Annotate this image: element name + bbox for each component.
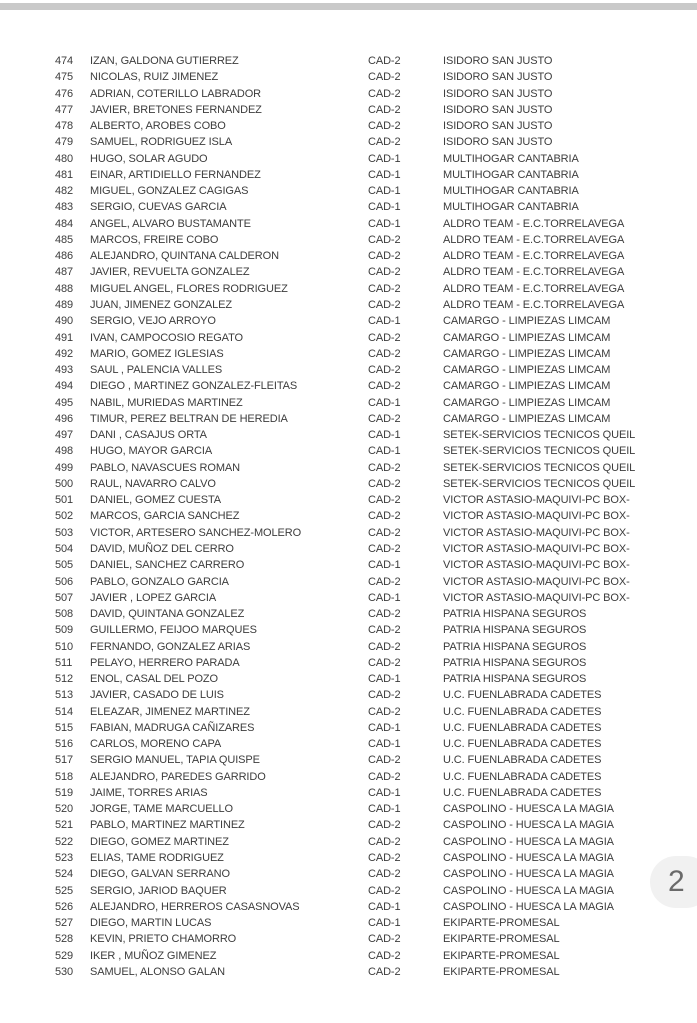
row-name: DAVID, MUÑOZ DEL CERRO (90, 542, 234, 555)
row-name: JORGE, TAME MARCUELLO (90, 803, 233, 816)
row-category: CAD-2 (368, 412, 401, 425)
row-name: DANIEL, SANCHEZ CARRERO (90, 559, 245, 572)
row-category: CAD-2 (368, 542, 401, 555)
row-team: SETEK-SERVICIOS TECNICOS QUEIL (443, 445, 636, 458)
row-team: U.C. FUENLABRADA CADETES (443, 705, 602, 718)
row-name: HUGO, MAYOR GARCIA (90, 445, 213, 458)
row-number: 529 (55, 949, 74, 962)
row-number: 512 (55, 673, 74, 686)
table-row (0, 687, 697, 703)
row-category: CAD-2 (368, 526, 401, 539)
row-name: ALEJANDRO, PAREDES GARRIDO (90, 770, 266, 783)
row-number: 520 (55, 803, 74, 816)
row-name: SERGIO MANUEL, TAPIA QUISPE (90, 754, 260, 767)
row-name: DANIEL, GOMEZ CUESTA (90, 494, 222, 507)
row-team: U.C. FUENLABRADA CADETES (443, 770, 602, 783)
row-number: 514 (55, 705, 74, 718)
row-category: CAD-2 (368, 103, 401, 116)
row-team: MULTIHOGAR CANTABRIA (443, 201, 579, 214)
table-row (0, 557, 697, 573)
row-team: U.C. FUENLABRADA CADETES (443, 689, 602, 702)
row-team: CAMARGO - LIMPIEZAS LIMCAM (443, 315, 611, 328)
row-category: CAD-1 (368, 315, 401, 328)
row-name: JAVIER, CASADO DE LUIS (90, 689, 224, 702)
table-row (0, 639, 697, 655)
table-row (0, 216, 697, 232)
row-team: PATRIA HISPANA SEGUROS (443, 656, 587, 669)
row-team: MULTIHOGAR CANTABRIA (443, 152, 579, 165)
row-name: ELEAZAR, JIMENEZ MARTINEZ (90, 705, 250, 718)
row-name: ADRIAN, COTERILLO LABRADOR (90, 87, 261, 100)
table-row (0, 492, 697, 508)
row-category: CAD-2 (368, 55, 401, 67)
row-number: 496 (55, 412, 74, 425)
row-team: PATRIA HISPANA SEGUROS (443, 624, 587, 637)
row-name: PABLO, NAVASCUES ROMAN (90, 461, 241, 474)
row-name: KEVIN, PRIETO CHAMORRO (90, 933, 237, 946)
row-name: ALEJANDRO, HERREROS CASASNOVAS (90, 900, 300, 913)
row-category: CAD-2 (368, 754, 401, 767)
table-row (0, 736, 697, 752)
row-team: U.C. FUENLABRADA CADETES (443, 738, 602, 751)
row-number: 475 (55, 71, 74, 84)
row-team: PATRIA HISPANA SEGUROS (443, 673, 587, 686)
row-team: CASPOLINO - HUESCA LA MAGIA (443, 900, 614, 913)
row-number: 508 (55, 608, 74, 621)
row-team: U.C. FUENLABRADA CADETES (443, 721, 602, 734)
row-team: VICTOR ASTASIO-MAQUIVI-PC BOX- (443, 510, 630, 523)
row-number: 479 (55, 136, 74, 149)
table-row (0, 102, 697, 118)
row-number: 507 (55, 591, 74, 604)
row-category: CAD-1 (368, 185, 401, 198)
row-name: MIGUEL ANGEL, FLORES RODRIGUEZ (90, 282, 288, 295)
row-category: CAD-2 (368, 477, 401, 490)
row-name: DIEGO , MARTINEZ GONZALEZ-FLEITAS (90, 380, 298, 393)
row-name: DIEGO, GALVAN SERRANO (90, 868, 230, 881)
table-row (0, 281, 697, 297)
row-number: 493 (55, 364, 74, 377)
table-row (0, 346, 697, 362)
table-row (0, 411, 697, 427)
row-number: 478 (55, 120, 74, 133)
row-number: 526 (55, 900, 74, 913)
row-category: CAD-2 (368, 266, 401, 279)
table-row (0, 151, 697, 167)
table-row (0, 671, 697, 687)
table-row (0, 248, 697, 264)
row-category: CAD-2 (368, 347, 401, 360)
table-row (0, 53, 697, 69)
row-number: 522 (55, 835, 74, 848)
table-row (0, 606, 697, 622)
row-category: CAD-2 (368, 705, 401, 718)
row-team: ALDRO TEAM - E.C.TORRELAVEGA (443, 217, 625, 230)
row-category: CAD-2 (368, 233, 401, 246)
row-category: CAD-2 (368, 364, 401, 377)
row-team: SETEK-SERVICIOS TECNICOS QUEIL (443, 477, 636, 490)
table-row (0, 443, 697, 459)
row-category: CAD-1 (368, 803, 401, 816)
row-category: CAD-2 (368, 965, 401, 978)
table-row (0, 801, 697, 817)
row-number: 519 (55, 786, 74, 799)
row-category: CAD-1 (368, 429, 401, 442)
row-team: CAMARGO - LIMPIEZAS LIMCAM (443, 364, 611, 377)
row-name: IVAN, CAMPOCOSIO REGATO (90, 331, 243, 344)
row-team: CASPOLINO - HUESCA LA MAGIA (443, 852, 614, 865)
row-name: ELIAS, TAME RODRIGUEZ (90, 852, 224, 865)
row-name: ANGEL, ALVARO BUSTAMANTE (90, 217, 251, 230)
row-category: CAD-1 (368, 396, 401, 409)
row-name: JUAN, JIMENEZ GONZALEZ (90, 298, 233, 311)
row-number: 510 (55, 640, 74, 653)
row-category: CAD-1 (368, 591, 401, 604)
row-team: ISIDORO SAN JUSTO (443, 55, 553, 67)
row-category: CAD-2 (368, 282, 401, 295)
row-name: SAMUEL, ALONSO GALAN (90, 965, 225, 978)
table-row (0, 574, 697, 590)
roster-list (0, 53, 697, 980)
row-team: CASPOLINO - HUESCA LA MAGIA (443, 803, 614, 816)
row-team: CAMARGO - LIMPIEZAS LIMCAM (443, 380, 611, 393)
row-name: EINAR, ARTIDIELLO FERNANDEZ (90, 168, 261, 181)
row-name: SAUL , PALENCIA VALLES (90, 364, 223, 377)
row-name: MARCOS, FREIRE COBO (90, 233, 219, 246)
table-row (0, 769, 697, 785)
row-category: CAD-2 (368, 624, 401, 637)
row-name: PELAYO, HERRERO PARADA (90, 656, 240, 669)
table-row (0, 850, 697, 866)
row-team: ALDRO TEAM - E.C.TORRELAVEGA (443, 233, 625, 246)
row-number: 484 (55, 217, 74, 230)
row-number: 516 (55, 738, 74, 751)
table-row (0, 834, 697, 850)
row-number: 488 (55, 282, 74, 295)
row-category: CAD-2 (368, 380, 401, 393)
table-row (0, 785, 697, 801)
table-row (0, 915, 697, 931)
row-team: EKIPARTE-PROMESAL (443, 949, 560, 962)
row-category: CAD-2 (368, 770, 401, 783)
row-category: CAD-2 (368, 510, 401, 523)
row-number: 509 (55, 624, 74, 637)
row-category: CAD-1 (368, 917, 401, 930)
row-category: CAD-2 (368, 884, 401, 897)
table-row (0, 964, 697, 980)
row-team: VICTOR ASTASIO-MAQUIVI-PC BOX- (443, 559, 630, 572)
row-name: JAVIER , LOPEZ GARCIA (90, 591, 217, 604)
row-category: CAD-1 (368, 900, 401, 913)
row-name: SERGIO, VEJO ARROYO (90, 315, 216, 328)
table-row (0, 395, 697, 411)
row-team: ISIDORO SAN JUSTO (443, 71, 553, 84)
row-category: CAD-1 (368, 786, 401, 799)
row-team: PATRIA HISPANA SEGUROS (443, 608, 587, 621)
row-category: CAD-2 (368, 608, 401, 621)
table-row (0, 460, 697, 476)
row-category: CAD-2 (368, 250, 401, 263)
table-row (0, 330, 697, 346)
row-team: ALDRO TEAM - E.C.TORRELAVEGA (443, 298, 625, 311)
row-name: IZAN, GALDONA GUTIERREZ (90, 55, 239, 67)
row-number: 481 (55, 168, 74, 181)
table-row (0, 476, 697, 492)
row-category: CAD-1 (368, 201, 401, 214)
table-row (0, 199, 697, 215)
row-number: 521 (55, 819, 74, 832)
row-team: SETEK-SERVICIOS TECNICOS QUEIL (443, 429, 636, 442)
table-row (0, 427, 697, 443)
row-team: CAMARGO - LIMPIEZAS LIMCAM (443, 412, 611, 425)
table-row (0, 541, 697, 557)
row-team: MULTIHOGAR CANTABRIA (443, 168, 579, 181)
row-number: 515 (55, 721, 74, 734)
row-number: 474 (55, 55, 74, 67)
row-category: CAD-1 (368, 673, 401, 686)
row-number: 503 (55, 526, 74, 539)
row-name: GUILLERMO, FEIJOO MARQUES (90, 624, 257, 637)
table-row (0, 817, 697, 833)
row-number: 523 (55, 852, 74, 865)
row-team: ISIDORO SAN JUSTO (443, 120, 553, 133)
row-team: VICTOR ASTASIO-MAQUIVI-PC BOX- (443, 591, 630, 604)
row-category: CAD-2 (368, 71, 401, 84)
row-number: 500 (55, 477, 74, 490)
row-number: 499 (55, 461, 74, 474)
table-row (0, 167, 697, 183)
table-row (0, 86, 697, 102)
table-row (0, 899, 697, 915)
table-row (0, 720, 697, 736)
row-name: NICOLAS, RUIZ JIMENEZ (90, 71, 219, 84)
row-category: CAD-2 (368, 494, 401, 507)
row-name: FABIAN, MADRUGA CAÑIZARES (90, 721, 255, 734)
row-team: ALDRO TEAM - E.C.TORRELAVEGA (443, 282, 625, 295)
table-row (0, 622, 697, 638)
row-name: ALBERTO, AROBES COBO (90, 120, 226, 133)
row-team: ISIDORO SAN JUSTO (443, 136, 553, 149)
row-category: CAD-2 (368, 575, 401, 588)
row-category: CAD-2 (368, 689, 401, 702)
row-number: 490 (55, 315, 74, 328)
row-number: 513 (55, 689, 74, 702)
table-row (0, 297, 697, 313)
row-team: VICTOR ASTASIO-MAQUIVI-PC BOX- (443, 494, 630, 507)
row-name: JAVIER, REVUELTA GONZALEZ (90, 266, 250, 279)
row-category: CAD-2 (368, 640, 401, 653)
row-team: EKIPARTE-PROMESAL (443, 917, 560, 930)
row-team: VICTOR ASTASIO-MAQUIVI-PC BOX- (443, 575, 630, 588)
row-category: CAD-2 (368, 298, 401, 311)
table-row (0, 378, 697, 394)
row-category: CAD-1 (368, 217, 401, 230)
row-category: CAD-1 (368, 445, 401, 458)
row-team: CAMARGO - LIMPIEZAS LIMCAM (443, 331, 611, 344)
row-name: DIEGO, GOMEZ MARTINEZ (90, 835, 229, 848)
table-row (0, 183, 697, 199)
row-team: MULTIHOGAR CANTABRIA (443, 185, 579, 198)
row-category: CAD-2 (368, 819, 401, 832)
row-number: 505 (55, 559, 74, 572)
row-category: CAD-2 (368, 656, 401, 669)
table-row (0, 948, 697, 964)
table-row (0, 866, 697, 882)
table-row (0, 752, 697, 768)
row-name: RAUL, NAVARRO CALVO (90, 477, 216, 490)
row-number: 483 (55, 201, 74, 214)
row-number: 517 (55, 754, 74, 767)
row-number: 494 (55, 380, 74, 393)
row-number: 476 (55, 87, 74, 100)
row-number: 487 (55, 266, 74, 279)
row-number: 498 (55, 445, 74, 458)
row-number: 525 (55, 884, 74, 897)
row-category: CAD-2 (368, 87, 401, 100)
row-team: ALDRO TEAM - E.C.TORRELAVEGA (443, 266, 625, 279)
row-number: 524 (55, 868, 74, 881)
row-name: ENOL, CASAL DEL POZO (90, 673, 219, 686)
row-team: ALDRO TEAM - E.C.TORRELAVEGA (443, 250, 625, 263)
row-category: CAD-2 (368, 835, 401, 848)
row-category: CAD-1 (368, 152, 401, 165)
row-name: JAIME, TORRES ARIAS (90, 786, 208, 799)
row-team: VICTOR ASTASIO-MAQUIVI-PC BOX- (443, 542, 630, 555)
row-number: 530 (55, 965, 74, 978)
row-number: 492 (55, 347, 74, 360)
row-number: 502 (55, 510, 74, 523)
row-team: SETEK-SERVICIOS TECNICOS QUEIL (443, 461, 636, 474)
row-number: 495 (55, 396, 74, 409)
row-name: HUGO, SOLAR AGUDO (90, 152, 208, 165)
row-number: 504 (55, 542, 74, 555)
table-row (0, 655, 697, 671)
table-row (0, 69, 697, 85)
row-name: VICTOR, ARTESERO SANCHEZ-MOLERO (90, 526, 302, 539)
row-number: 485 (55, 233, 74, 246)
row-number: 480 (55, 152, 74, 165)
row-number: 477 (55, 103, 74, 116)
row-team: CAMARGO - LIMPIEZAS LIMCAM (443, 347, 611, 360)
row-team: EKIPARTE-PROMESAL (443, 965, 560, 978)
row-number: 518 (55, 770, 74, 783)
row-team: U.C. FUENLABRADA CADETES (443, 786, 602, 799)
row-category: CAD-2 (368, 136, 401, 149)
row-name: MARCOS, GARCIA SANCHEZ (90, 510, 240, 523)
table-row (0, 590, 697, 606)
row-number: 527 (55, 917, 74, 930)
row-category: CAD-2 (368, 949, 401, 962)
row-name: SERGIO, CUEVAS GARCIA (90, 201, 227, 214)
row-number: 489 (55, 298, 74, 311)
page-number-badge (650, 856, 697, 908)
row-number: 486 (55, 250, 74, 263)
row-name: DANI , CASAJUS ORTA (90, 429, 207, 442)
table-row (0, 232, 697, 248)
row-team: PATRIA HISPANA SEGUROS (443, 640, 587, 653)
table-row (0, 362, 697, 378)
row-name: NABIL, MURIEDAS MARTINEZ (90, 396, 243, 409)
row-team: CAMARGO - LIMPIEZAS LIMCAM (443, 396, 611, 409)
row-category: CAD-1 (368, 721, 401, 734)
row-name: MARIO, GOMEZ IGLESIAS (90, 347, 224, 360)
row-name: DIEGO, MARTIN LUCAS (90, 917, 212, 930)
row-category: CAD-2 (368, 852, 401, 865)
row-name: ALEJANDRO, QUINTANA CALDERON (90, 250, 279, 263)
row-number: 501 (55, 494, 74, 507)
table-row (0, 118, 697, 134)
row-team: CASPOLINO - HUESCA LA MAGIA (443, 868, 614, 881)
table-row (0, 313, 697, 329)
row-team: EKIPARTE-PROMESAL (443, 933, 560, 946)
row-team: VICTOR ASTASIO-MAQUIVI-PC BOX- (443, 526, 630, 539)
row-name: PABLO, GONZALO GARCIA (90, 575, 229, 588)
row-team: ISIDORO SAN JUSTO (443, 87, 553, 100)
row-name: DAVID, QUINTANA GONZALEZ (90, 608, 245, 621)
row-category: CAD-1 (368, 738, 401, 751)
row-team: U.C. FUENLABRADA CADETES (443, 754, 602, 767)
table-row (0, 931, 697, 947)
row-category: CAD-2 (368, 933, 401, 946)
row-number: 511 (55, 656, 73, 669)
row-category: CAD-2 (368, 868, 401, 881)
row-name: TIMUR, PEREZ BELTRAN DE HEREDIA (90, 412, 288, 425)
row-team: CASPOLINO - HUESCA LA MAGIA (443, 819, 614, 832)
row-number: 482 (55, 185, 74, 198)
page-number-label: 2 (668, 865, 685, 898)
row-category: CAD-2 (368, 120, 401, 133)
row-number: 491 (55, 331, 74, 344)
row-category: CAD-1 (368, 168, 401, 181)
row-name: SAMUEL, RODRIGUEZ ISLA (90, 136, 233, 149)
row-team: CASPOLINO - HUESCA LA MAGIA (443, 835, 614, 848)
table-row (0, 508, 697, 524)
table-row (0, 525, 697, 541)
table-row (0, 264, 697, 280)
row-team: CASPOLINO - HUESCA LA MAGIA (443, 884, 614, 897)
table-row (0, 883, 697, 899)
table-row (0, 134, 697, 150)
row-name: IKER , MUÑOZ GIMENEZ (90, 949, 217, 962)
row-category: CAD-1 (368, 559, 401, 572)
row-category: CAD-2 (368, 461, 401, 474)
row-name: PABLO, MARTINEZ MARTINEZ (90, 819, 245, 832)
row-name: JAVIER, BRETONES FERNANDEZ (90, 103, 262, 116)
row-number: 506 (55, 575, 74, 588)
table-row (0, 704, 697, 720)
row-name: SERGIO, JARIOD BAQUER (90, 884, 227, 897)
row-team: ISIDORO SAN JUSTO (443, 103, 553, 116)
row-name: FERNANDO, GONZALEZ ARIAS (90, 640, 251, 653)
row-name: MIGUEL, GONZALEZ CAGIGAS (90, 185, 249, 198)
page-separator-bar (0, 3, 697, 10)
row-number: 497 (55, 429, 74, 442)
row-number: 528 (55, 933, 74, 946)
row-name: CARLOS, MORENO CAPA (90, 738, 222, 751)
row-category: CAD-2 (368, 331, 401, 344)
